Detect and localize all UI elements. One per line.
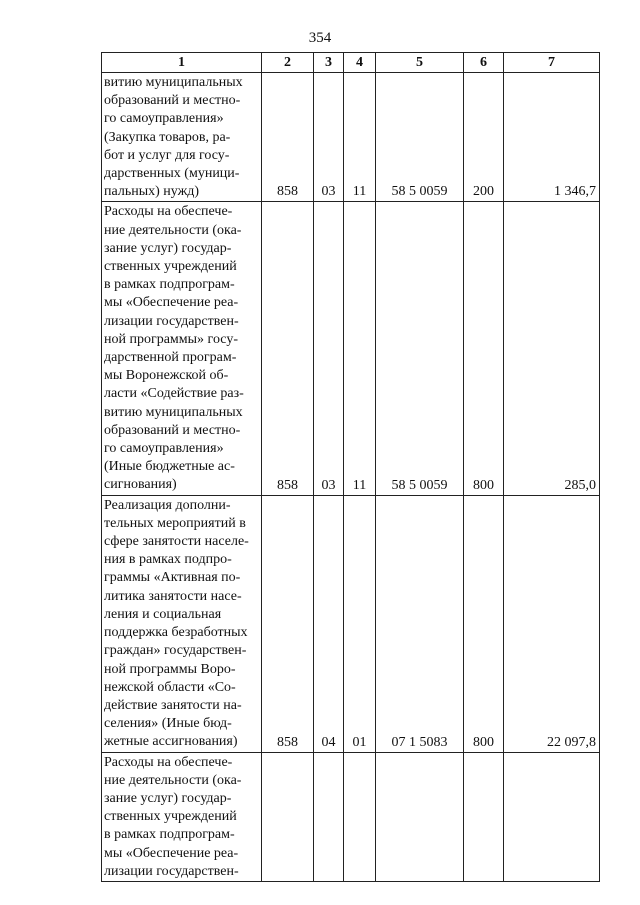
table-row [102, 752, 600, 881]
table-body [102, 73, 600, 882]
budget-table [101, 52, 600, 882]
description-line: в рамках подпрограм- [104, 827, 235, 843]
description-line: ления и социальная [104, 606, 222, 622]
code-cell: 07 1 5083 [376, 495, 464, 752]
code-cell: 200 [464, 73, 504, 202]
column-header: 4 [344, 53, 376, 73]
code-cell: 11 [344, 73, 376, 202]
code-cell [464, 752, 504, 881]
description-line: Реализация дополни- [104, 497, 231, 513]
amount-cell: 285,0 [504, 202, 600, 495]
description-line: сигнования) [104, 477, 177, 493]
row-description [102, 73, 262, 202]
description-line: зание услуг) государ- [104, 240, 232, 256]
description-line: бот и услуг для госу- [104, 147, 230, 163]
description-line: селения» (Иные бюд- [104, 716, 232, 732]
description-line: ственных учреждений [104, 259, 237, 275]
description-line: (Иные бюджетные ас- [104, 459, 235, 475]
description-line: сфере занятости населе- [104, 534, 249, 550]
column-header: 5 [376, 53, 464, 73]
description-line: действие занятости на- [104, 697, 242, 713]
code-cell: 01 [344, 495, 376, 752]
description-line: литика занятости насе- [104, 588, 242, 604]
page-number: 354 [308, 30, 332, 46]
row-description [102, 752, 262, 881]
description-line: ной программы Воро- [104, 661, 236, 677]
description-line: лизации государствен- [104, 863, 239, 879]
amount-cell: 1 346,7 [504, 73, 600, 202]
row-description [102, 495, 262, 752]
description-line: Расходы на обеспече- [104, 754, 233, 770]
table-row [102, 495, 600, 752]
column-header: 6 [464, 53, 504, 73]
code-cell: 04 [314, 495, 344, 752]
amount-cell: 22 097,8 [504, 495, 600, 752]
code-cell: 03 [314, 73, 344, 202]
description-line: зание услуг) государ- [104, 790, 232, 806]
code-cell: 03 [314, 202, 344, 495]
description-line: ласти «Содействие раз- [104, 386, 244, 402]
description-line: граммы «Активная по- [104, 570, 241, 586]
code-cell: 58 5 0059 [376, 202, 464, 495]
column-header: 1 [102, 53, 262, 73]
column-header: 7 [504, 53, 600, 73]
description-line: лизации государствен- [104, 313, 239, 329]
description-line: образований и местно- [104, 422, 241, 438]
description-line: ственных учреждений [104, 809, 237, 825]
code-cell: 58 5 0059 [376, 73, 464, 202]
code-cell: 11 [344, 202, 376, 495]
description-line: Расходы на обеспече- [104, 204, 233, 220]
description-line: мы «Обеспечение реа- [104, 845, 239, 861]
description-line: витию муниципальных [104, 404, 243, 420]
amount-cell [504, 752, 600, 881]
description-line: в рамках подпрограм- [104, 277, 235, 293]
description-line: мы Воронежской об- [104, 368, 229, 384]
code-cell: 858 [262, 202, 314, 495]
code-cell [262, 752, 314, 881]
code-cell [376, 752, 464, 881]
table-row [102, 73, 600, 202]
code-cell [344, 752, 376, 881]
description-line: поддержка безработных [104, 625, 248, 641]
description-line: витию муниципальных [104, 75, 243, 90]
description-line: го самоуправления» [104, 111, 224, 127]
description-line: го самоуправления» [104, 441, 224, 457]
column-header: 3 [314, 53, 344, 73]
description-line: жетные ассигнования) [104, 734, 238, 750]
code-cell: 858 [262, 73, 314, 202]
description-line: ние деятельности (ока- [104, 222, 242, 238]
description-line: ние деятельности (ока- [104, 772, 242, 788]
header-row [102, 53, 600, 73]
description-line: ния в рамках подпро- [104, 552, 232, 568]
description-line: тельных мероприятий в [104, 515, 246, 531]
description-line: нежской области «Со- [104, 679, 236, 695]
column-header: 2 [262, 53, 314, 73]
description-line: мы «Обеспечение реа- [104, 295, 239, 311]
description-line: пальных) нужд) [104, 184, 200, 200]
description-line: граждан» государствен- [104, 643, 247, 659]
code-cell: 800 [464, 202, 504, 495]
code-cell: 858 [262, 495, 314, 752]
description-line: дарственной програм- [104, 350, 237, 366]
row-description [102, 202, 262, 495]
table-row [102, 202, 600, 495]
description-line: ной программы» госу- [104, 331, 238, 347]
description-line: (Закупка товаров, ра- [104, 129, 231, 145]
description-line: образований и местно- [104, 93, 241, 109]
code-cell: 800 [464, 495, 504, 752]
code-cell [314, 752, 344, 881]
description-line: дарственных (муници- [104, 166, 240, 182]
